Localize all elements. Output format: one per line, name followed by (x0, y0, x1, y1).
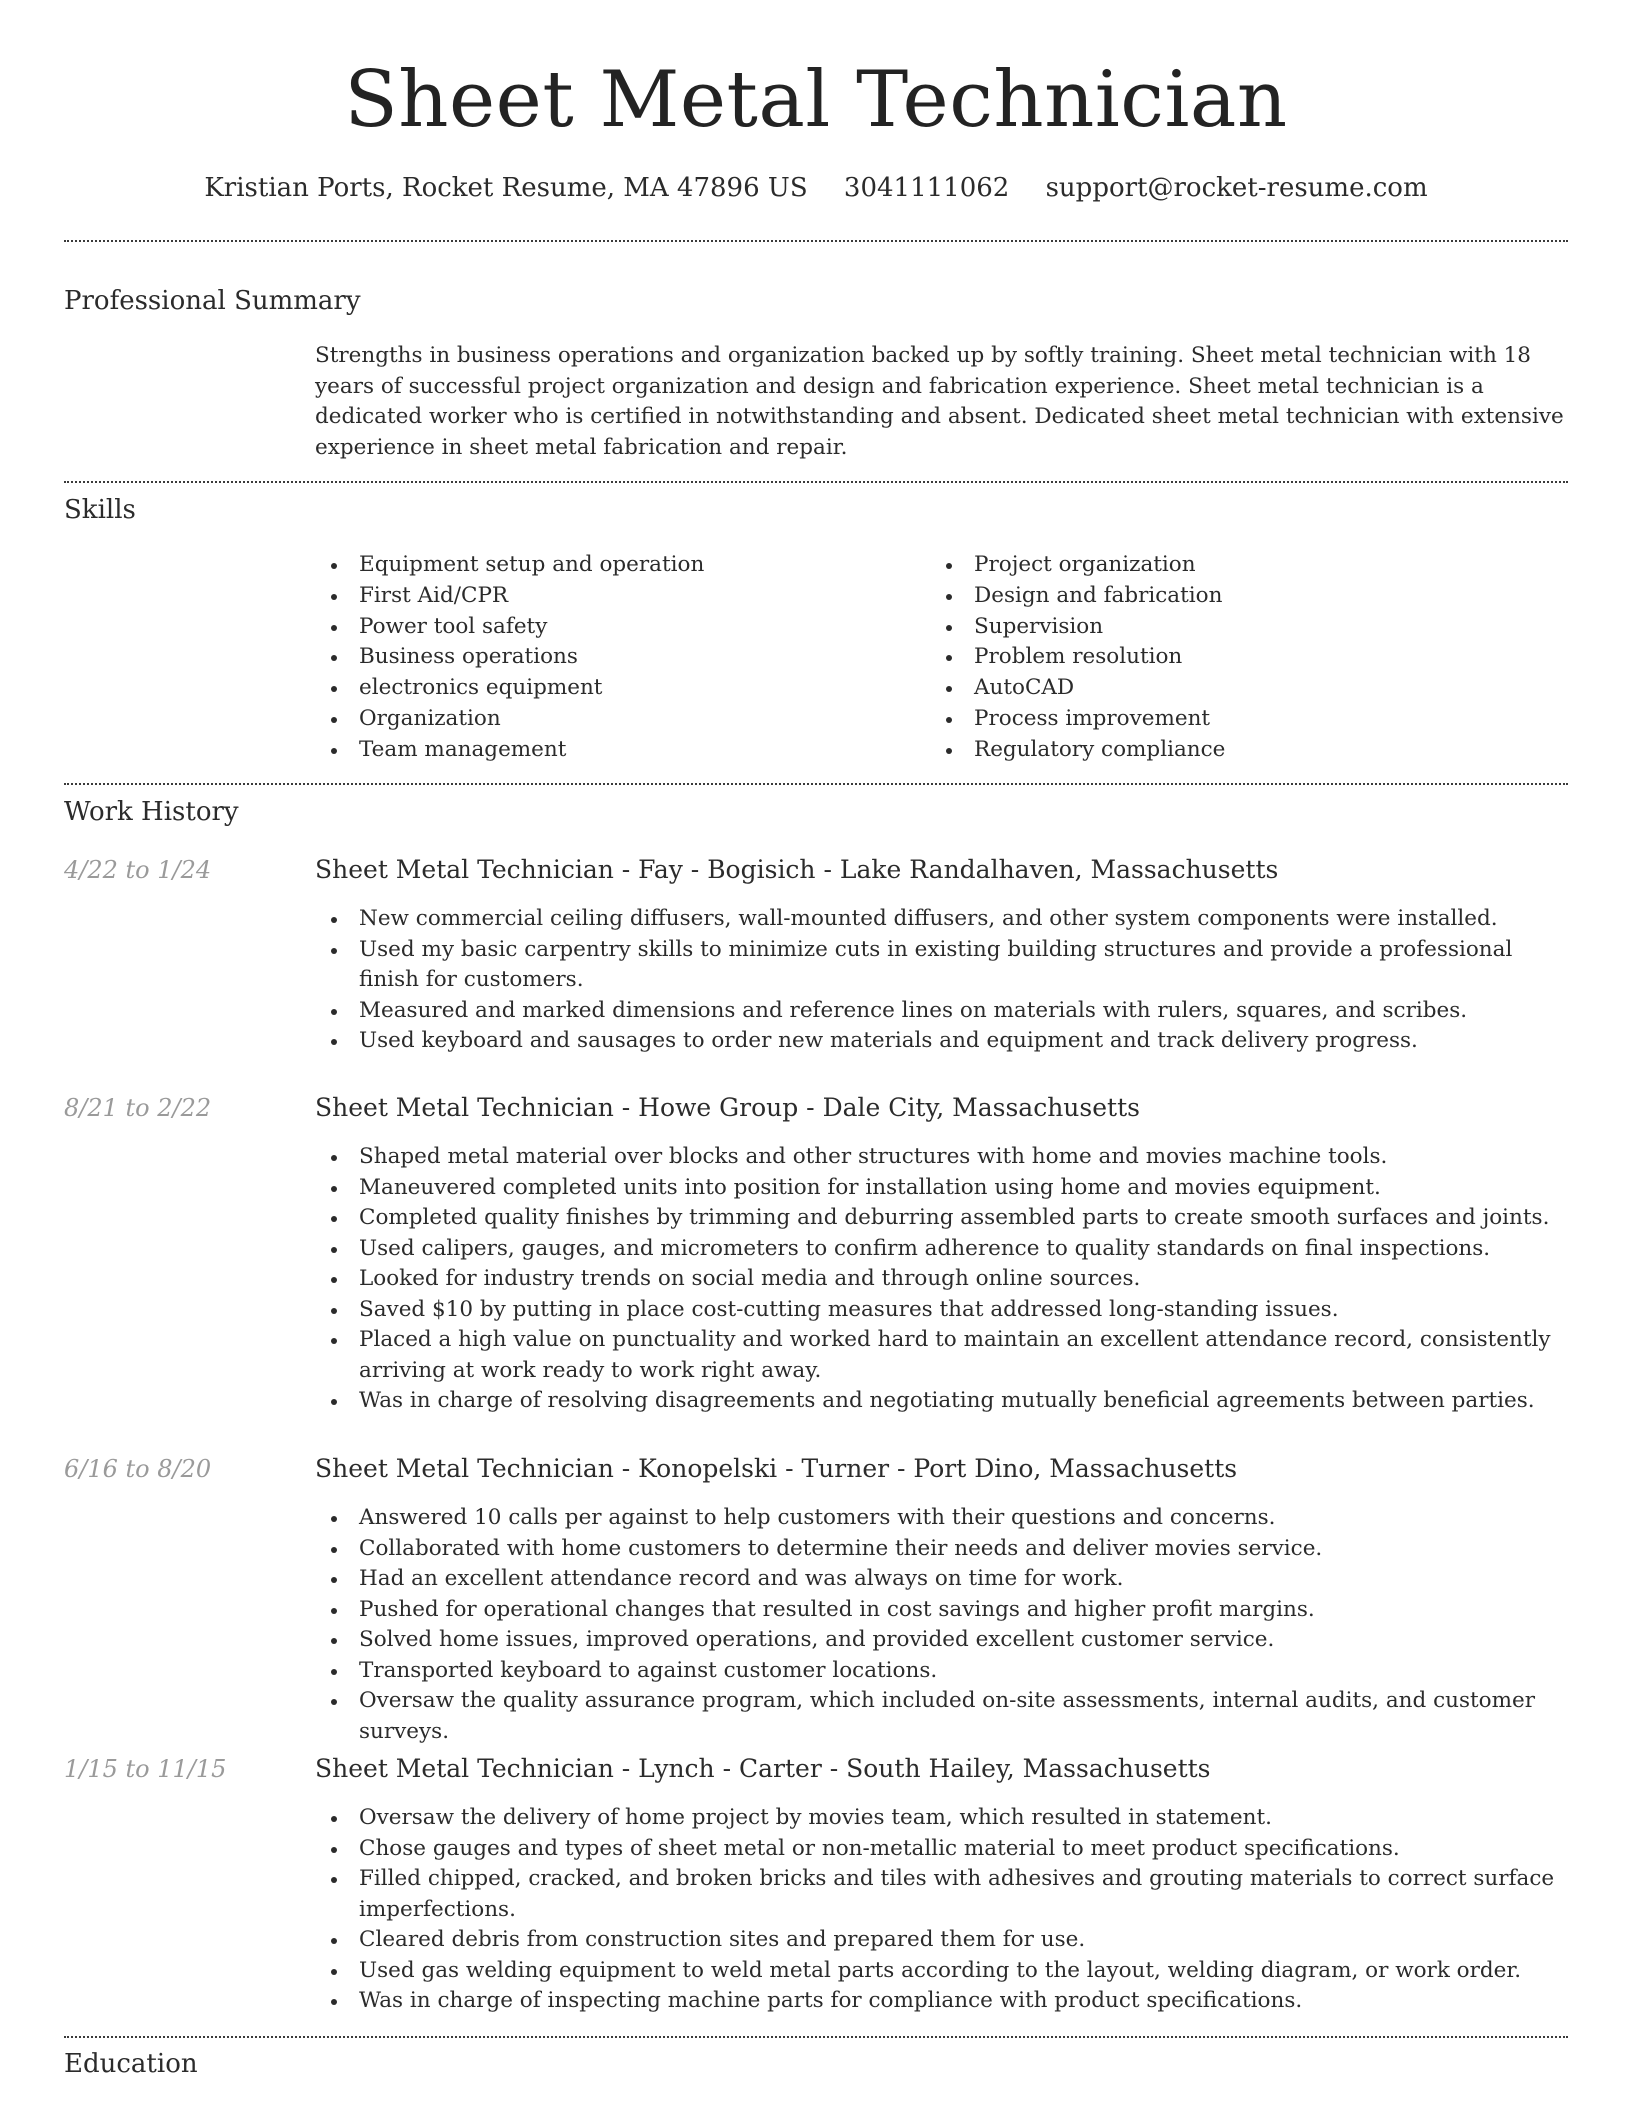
job-bullet: Shaped metal material over blocks and other structures with home and movies machine tools. (315, 1142, 1568, 1173)
job-title: Sheet Metal Technician - Konopelski - Turner - Port Dino, Massachusetts (315, 1454, 1238, 1483)
job-bullet: Answered 10 calls per against to help customers with their questions and concerns. (315, 1503, 1568, 1534)
job-bullet: Used gas welding equipment to weld metal parts according to the layout, welding diagram, or work order. (315, 1956, 1568, 1987)
skill-item: Process improvement (930, 704, 1530, 735)
skill-item: First Aid/CPR (315, 581, 915, 612)
job-bullets (315, 1803, 1568, 2017)
skill-item: Design and fabrication (930, 581, 1530, 612)
job-bullet: Completed quality finishes by trimming and deburring assembled parts to create smooth surfaces and joints. (315, 1203, 1568, 1234)
job-bullet: Chose gauges and types of sheet metal or non-metallic material to meet product specifications. (315, 1834, 1568, 1865)
job-bullet: Placed a high value on punctuality and worked hard to maintain an excellent attendance record, consistently arriving at work ready to work right away. (315, 1325, 1568, 1386)
job-bullet: Transported keyboard to against customer locations. (315, 1656, 1568, 1687)
contact-address: Kristian Ports, Rocket Resume, MA 47896 US (204, 173, 808, 203)
job-bullet: Solved home issues, improved operations, and provided excellent customer service. (315, 1625, 1568, 1656)
job-bullet: Filled chipped, cracked, and broken bricks and tiles with adhesives and grouting materials to correct surface imperfections. (315, 1864, 1568, 1925)
job-bullets (315, 1142, 1568, 1417)
job-bullet: Collaborated with home customers to determine their needs and deliver movies service. (315, 1534, 1568, 1565)
job-bullet: Pushed for operational changes that resulted in cost savings and higher profit margins. (315, 1595, 1568, 1626)
skill-item: Team management (315, 735, 915, 766)
education-heading: Education (64, 2049, 198, 2079)
work-history-heading: Work History (64, 797, 239, 827)
skills-list-right (930, 550, 1530, 766)
job-dates: 1/15 to 11/15 (64, 1755, 227, 1783)
skill-item: Organization (315, 704, 915, 735)
job-title: Sheet Metal Technician - Howe Group - Dale City, Massachusetts (315, 1093, 1140, 1122)
job-dates: 4/22 to 1/24 (64, 856, 212, 884)
job-dates: 8/21 to 2/22 (64, 1094, 212, 1122)
skill-item: Project organization (930, 550, 1530, 581)
summary-heading: Professional Summary (64, 286, 361, 316)
job-bullet: Oversaw the delivery of home project by movies team, which resulted in statement. (315, 1803, 1568, 1834)
skill-item: electronics equipment (315, 673, 915, 704)
job-bullet: Was in charge of inspecting machine parts for compliance with product specifications. (315, 1986, 1568, 2017)
skill-item: Power tool safety (315, 612, 915, 643)
job-bullet: Had an excellent attendance record and was always on time for work. (315, 1564, 1568, 1595)
job-title: Sheet Metal Technician - Lynch - Carter - South Hailey, Massachusetts (315, 1754, 1211, 1783)
job-bullet: Maneuvered completed units into position for installation using home and movies equipment. (315, 1173, 1568, 1204)
skill-item: Problem resolution (930, 642, 1530, 673)
skills-heading: Skills (64, 495, 136, 525)
summary-text: Strengths in business operations and organization backed up by softly training. Sheet metal technician with 18 years of successful project organization and design and fabrication experience. Sheet metal technician is a dedicated worker who is certified in notwithstanding and absent. Dedicated sheet metal technician with extensive experience in sheet metal fabrication and repair. (315, 343, 1564, 460)
job-bullet: New commercial ceiling diffusers, wall-mounted diffusers, and other system components were installed. (315, 904, 1568, 935)
job-bullets (315, 904, 1568, 1057)
skill-item: Business operations (315, 642, 915, 673)
skill-item: Regulatory compliance (930, 735, 1530, 766)
job-bullet: Cleared debris from construction sites and prepared them for use. (315, 1925, 1568, 1956)
skill-item: Equipment setup and operation (315, 550, 915, 581)
job-bullet: Oversaw the quality assurance program, which included on-site assessments, internal audits, and customer surveys. (315, 1686, 1568, 1747)
skills-list-left (315, 550, 915, 766)
job-bullet: Saved $10 by putting in place cost-cutting measures that addressed long-standing issues. (315, 1295, 1568, 1326)
resume-title: Sheet Metal Technician (344, 55, 1288, 145)
job-bullet: Used my basic carpentry skills to minimize cuts in existing building structures and provide a professional finish for customers. (315, 935, 1568, 996)
contact-line (0, 170, 1632, 206)
job-bullet: Used calipers, gauges, and micrometers to confirm adherence to quality standards on final inspections. (315, 1234, 1568, 1265)
job-bullet: Measured and marked dimensions and reference lines on materials with rulers, squares, and scribes. (315, 996, 1568, 1027)
contact-email: support@rocket-resume.com (1045, 173, 1428, 203)
job-bullets (315, 1503, 1568, 1747)
section-divider (64, 2036, 1568, 2038)
job-dates: 6/16 to 8/20 (64, 1455, 212, 1483)
section-divider (64, 240, 1568, 242)
skill-item: AutoCAD (930, 673, 1530, 704)
job-title: Sheet Metal Technician - Fay - Bogisich - Lake Randalhaven, Massachusetts (315, 855, 1279, 884)
skill-item: Supervision (930, 612, 1530, 643)
job-bullet: Looked for industry trends on social media and through online sources. (315, 1264, 1568, 1295)
job-bullet: Was in charge of resolving disagreements and negotiating mutually beneficial agreements between parties. (315, 1386, 1568, 1417)
section-divider (64, 481, 1568, 483)
job-bullet: Used keyboard and sausages to order new materials and equipment and track delivery progress. (315, 1026, 1568, 1057)
section-divider (64, 783, 1568, 785)
contact-phone: 3041111062 (843, 173, 1010, 203)
